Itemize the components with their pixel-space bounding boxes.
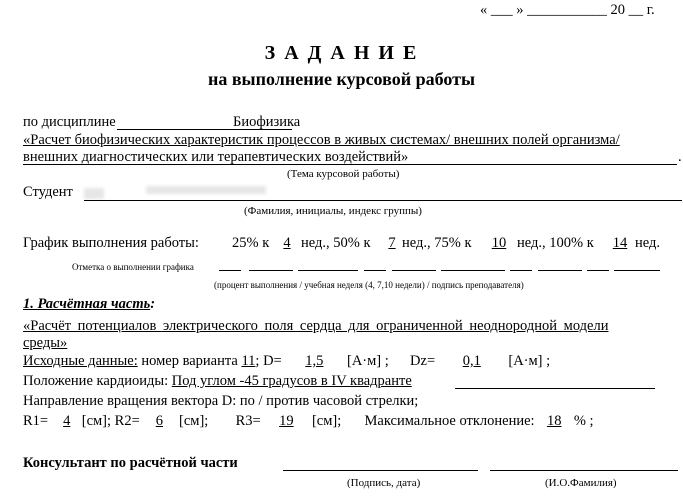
- source-data-row: [23, 353, 550, 370]
- consultant-label: Консультант по расчётной части: [23, 455, 238, 471]
- mark-rule: [249, 270, 293, 271]
- part1-heading: [23, 296, 155, 313]
- mark-rule: [298, 270, 358, 271]
- student-label: Студент: [23, 184, 73, 200]
- mark-rule: [219, 270, 241, 271]
- radius-row: [23, 413, 594, 430]
- topic-caption: (Тема курсовой работы): [287, 168, 400, 180]
- name-caption: (И.О.Фамилия): [545, 477, 617, 489]
- variant-label: номер варианта: [141, 353, 238, 369]
- page-title: З А Д А Н И Е: [264, 42, 419, 64]
- dz-unit: [А·м] ;: [508, 353, 551, 369]
- topic-underline: [23, 164, 677, 165]
- schedule-25-label: 25% к: [232, 235, 270, 251]
- mark-rule: [510, 270, 532, 271]
- schedule-mark-caption: (процент выполнения / учебная неделя (4, 7,10 недели) / подпись преподавателя): [214, 280, 524, 290]
- dz-label: Dz=: [410, 353, 436, 369]
- d-value: 1,5: [305, 353, 324, 369]
- redacted-student-name: [84, 188, 104, 199]
- page-subtitle: на выполнение курсовой работы: [207, 69, 476, 89]
- schedule-50-label: нед., 50% к: [301, 235, 371, 251]
- mark-rule: [587, 270, 609, 271]
- rotation-direction: Направление вращения вектора D: по / против часовой стрелки;: [23, 393, 419, 409]
- student-caption: (Фамилия, инициалы, индекс группы): [244, 205, 422, 217]
- dz-value: 0,1: [462, 353, 481, 369]
- r3-label: R3=: [235, 413, 261, 429]
- discipline-value: Биофизика: [233, 114, 301, 130]
- date-line: « ___ » ___________ 20 __ г.: [480, 2, 655, 18]
- part1-heading-text: 1. Расчётная часть: [23, 296, 151, 312]
- schedule-weeks-suffix: нед.: [635, 235, 661, 251]
- cardioid-position-row: [23, 373, 412, 390]
- position-value: Под углом -45 градусов в IV квадранте: [171, 373, 412, 389]
- task-line-1: «Расчёт потенциалов электрического поля сердца для ограниченной неоднородной модели: [23, 318, 609, 334]
- r1-value: 4: [63, 413, 71, 429]
- task-line-2: среды»: [23, 335, 68, 351]
- d-unit: [А·м] ;: [346, 353, 389, 369]
- schedule-week-2: 7: [388, 235, 396, 251]
- topic-end-dot: .: [678, 149, 682, 165]
- topic-line-2: внешних диагностических или терапевтических воздействий»: [23, 149, 409, 165]
- mark-rule: [441, 270, 505, 271]
- r3-unit: [см];: [311, 413, 342, 429]
- mark-rule: [614, 270, 660, 271]
- deviation-unit: % ;: [573, 413, 594, 429]
- mark-rule: [392, 270, 436, 271]
- r2-value: 6: [155, 413, 164, 429]
- topic-line-1: «Расчет биофизических характеристик процессов в живых системах/ внешних полей организма/: [23, 132, 620, 148]
- deviation-label: Максимальное отклонение:: [364, 413, 535, 429]
- schedule-75-label: нед., 75% к: [402, 235, 472, 251]
- d-label: ; D=: [255, 353, 282, 369]
- schedule-label: График выполнения работы:: [23, 235, 199, 251]
- position-underline: [455, 388, 655, 389]
- consultant-name-line: [490, 470, 678, 471]
- redacted-student-group: [146, 186, 266, 194]
- signature-caption: (Подпись, дата): [347, 477, 421, 489]
- deviation-value: 18: [546, 413, 562, 429]
- consultant-signature-line: [283, 470, 478, 471]
- source-data-label: Исходные данные:: [23, 353, 138, 369]
- schedule-week-3: 10: [491, 235, 507, 251]
- part1-heading-colon: :: [150, 296, 156, 312]
- schedule-week-1: 4: [283, 235, 291, 251]
- r3-unit-before: [см];: [179, 413, 209, 429]
- discipline-label: по дисциплине: [23, 114, 116, 130]
- r1-label: R1=: [23, 413, 49, 429]
- mark-rule: [364, 270, 386, 271]
- position-label: Положение кардиоиды:: [23, 373, 169, 389]
- mark-rule: [538, 270, 582, 271]
- r3-value: 19: [279, 413, 294, 429]
- schedule-mark-label: Отметка о выполнении графика: [72, 262, 194, 272]
- student-underline: [84, 200, 682, 201]
- schedule-100-label: нед., 100% к: [517, 235, 594, 251]
- variant-value: 11: [241, 353, 256, 369]
- r2-label: [см]; R2=: [81, 413, 140, 429]
- schedule-week-4: 14: [612, 235, 628, 251]
